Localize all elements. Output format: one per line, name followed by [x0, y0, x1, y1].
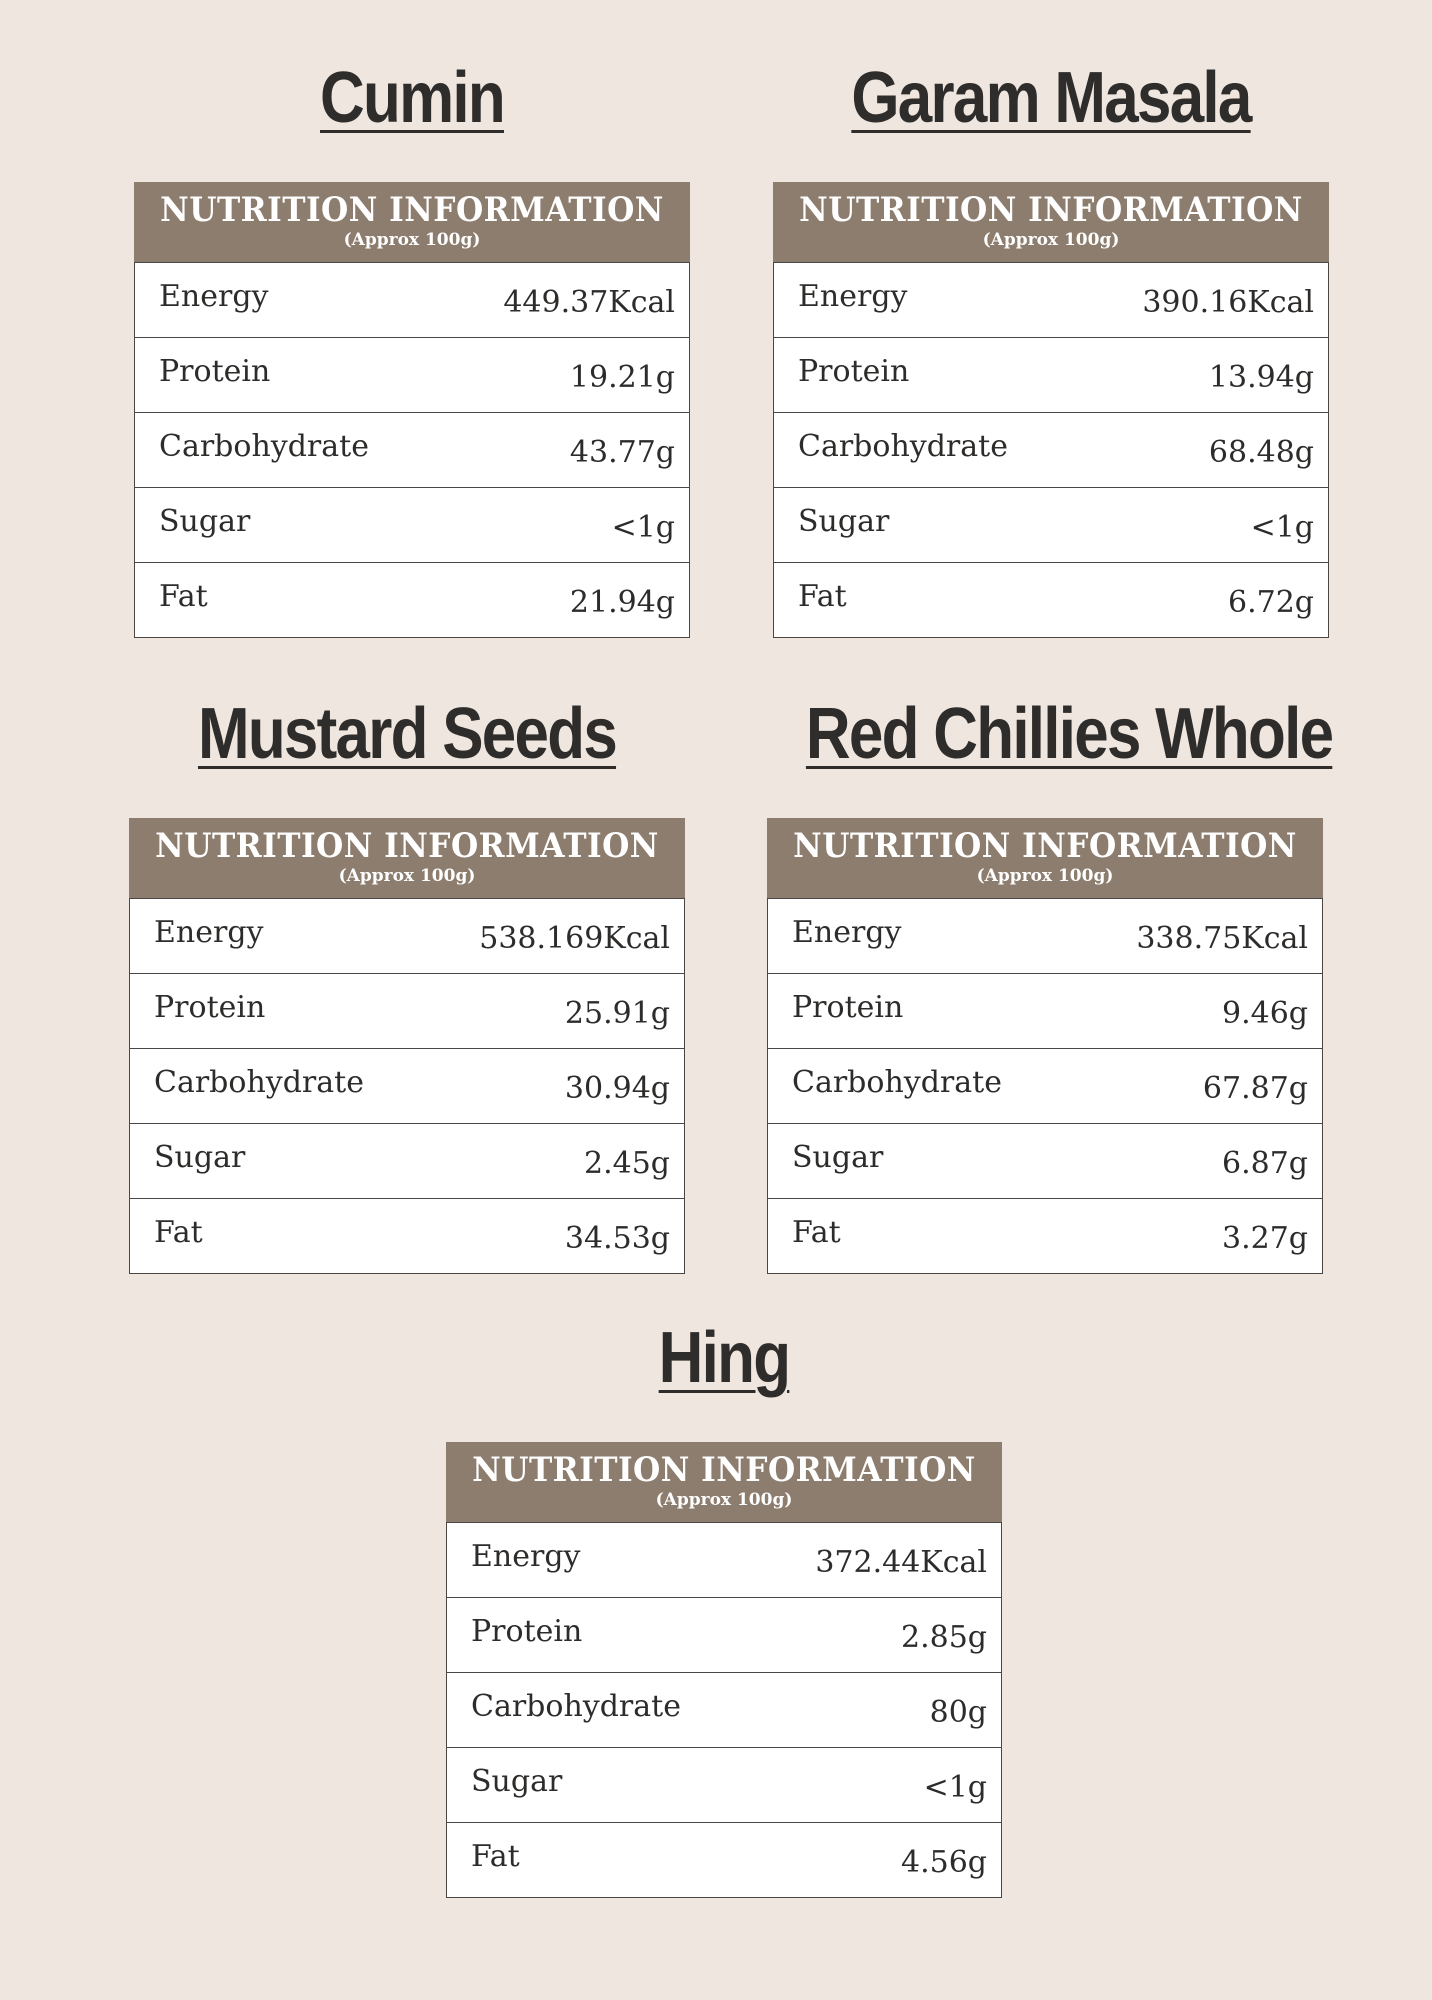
label-sugar: Sugar: [159, 504, 251, 539]
value-energy: 390.16Kcal: [1142, 285, 1314, 320]
row-fat: [135, 562, 689, 637]
value-fat: 4.56g: [900, 1845, 987, 1880]
panel-header: [446, 1442, 1002, 1522]
product-card-cumin: [134, 56, 690, 620]
row-energy: [135, 262, 689, 337]
row-sugar: [768, 1123, 1322, 1198]
value-carbohydrate: 30.94g: [564, 1071, 670, 1106]
product-title: Hing: [658, 1318, 790, 1398]
value-carbohydrate: 80g: [929, 1695, 987, 1730]
row-fat: [130, 1198, 684, 1273]
label-carbohydrate: Carbohydrate: [154, 1065, 364, 1100]
panel-title: NUTRITION INFORMATION: [472, 1450, 976, 1490]
row-protein: [447, 1597, 1001, 1672]
label-protein: Protein: [159, 354, 271, 389]
panel-header: [767, 818, 1323, 898]
label-sugar: Sugar: [154, 1140, 246, 1175]
row-energy: [768, 898, 1322, 973]
value-protein: 19.21g: [569, 360, 675, 395]
panel-subtitle: (Approx 100g): [343, 230, 481, 250]
label-carbohydrate: Carbohydrate: [798, 429, 1008, 464]
panel-subtitle: (Approx 100g): [655, 1490, 793, 1510]
product-title: Garam Masala: [851, 58, 1251, 138]
panel-header: [134, 182, 690, 262]
label-energy: Energy: [471, 1539, 581, 1574]
value-fat: 21.94g: [569, 585, 675, 620]
row-fat: [768, 1198, 1322, 1273]
value-protein: 9.46g: [1221, 996, 1308, 1031]
label-protein: Protein: [471, 1614, 583, 1649]
label-protein: Protein: [798, 354, 910, 389]
row-sugar: [774, 487, 1328, 562]
product-card-hing: [446, 1316, 1002, 1880]
label-fat: Fat: [471, 1839, 520, 1874]
row-protein: [768, 973, 1322, 1048]
nutrition-panel: [767, 818, 1323, 1274]
value-sugar: 6.87g: [1221, 1146, 1308, 1181]
row-protein: [774, 337, 1328, 412]
row-carbohydrate: [130, 1048, 684, 1123]
nutrition-panel: [773, 182, 1329, 638]
label-fat: Fat: [159, 579, 208, 614]
label-fat: Fat: [154, 1215, 203, 1250]
product-title: Mustard Seeds: [197, 694, 617, 774]
value-sugar: <1g: [923, 1770, 987, 1805]
product-card-red-chillies-whole: [767, 692, 1333, 1256]
product-card-garam-masala: [773, 56, 1329, 620]
row-carbohydrate: [774, 412, 1328, 487]
nutrition-table: [773, 262, 1329, 638]
value-carbohydrate: 43.77g: [569, 435, 675, 470]
nutrition-table: [767, 898, 1323, 1274]
value-energy: 372.44Kcal: [815, 1545, 987, 1580]
row-carbohydrate: [447, 1672, 1001, 1747]
value-energy: 338.75Kcal: [1136, 921, 1308, 956]
value-energy: 538.169Kcal: [479, 921, 670, 956]
value-energy: 449.37Kcal: [503, 285, 675, 320]
value-sugar: <1g: [611, 510, 675, 545]
nutrition-panel: [134, 182, 690, 638]
label-carbohydrate: Carbohydrate: [792, 1065, 1002, 1100]
value-sugar: <1g: [1250, 510, 1314, 545]
row-energy: [447, 1522, 1001, 1597]
row-carbohydrate: [135, 412, 689, 487]
nutrition-table: [446, 1522, 1002, 1898]
label-sugar: Sugar: [798, 504, 890, 539]
panel-title: NUTRITION INFORMATION: [160, 190, 664, 230]
label-protein: Protein: [792, 990, 904, 1025]
nutrition-panel: [446, 1442, 1002, 1898]
row-sugar: [447, 1747, 1001, 1822]
label-energy: Energy: [159, 279, 269, 314]
product-title: Cumin: [319, 58, 505, 138]
label-energy: Energy: [154, 915, 264, 950]
panel-subtitle: (Approx 100g): [976, 866, 1114, 886]
product-title: Red Chillies Whole: [805, 694, 1333, 774]
label-protein: Protein: [154, 990, 266, 1025]
row-fat: [447, 1822, 1001, 1897]
label-sugar: Sugar: [792, 1140, 884, 1175]
value-protein: 2.85g: [900, 1620, 987, 1655]
panel-title: NUTRITION INFORMATION: [799, 190, 1303, 230]
panel-subtitle: (Approx 100g): [982, 230, 1120, 250]
row-sugar: [130, 1123, 684, 1198]
label-fat: Fat: [792, 1215, 841, 1250]
value-carbohydrate: 67.87g: [1202, 1071, 1308, 1106]
value-fat: 34.53g: [564, 1221, 670, 1256]
row-fat: [774, 562, 1328, 637]
row-energy: [130, 898, 684, 973]
value-protein: 25.91g: [564, 996, 670, 1031]
nutrition-panel: [129, 818, 685, 1274]
row-sugar: [135, 487, 689, 562]
nutrition-table: [129, 898, 685, 1274]
value-protein: 13.94g: [1208, 360, 1314, 395]
panel-title: NUTRITION INFORMATION: [155, 826, 659, 866]
label-carbohydrate: Carbohydrate: [159, 429, 369, 464]
nutrition-table: [134, 262, 690, 638]
label-energy: Energy: [792, 915, 902, 950]
row-protein: [135, 337, 689, 412]
panel-title: NUTRITION INFORMATION: [793, 826, 1297, 866]
label-sugar: Sugar: [471, 1764, 563, 1799]
label-energy: Energy: [798, 279, 908, 314]
label-fat: Fat: [798, 579, 847, 614]
value-carbohydrate: 68.48g: [1208, 435, 1314, 470]
label-carbohydrate: Carbohydrate: [471, 1689, 681, 1724]
row-protein: [130, 973, 684, 1048]
row-energy: [774, 262, 1328, 337]
value-fat: 3.27g: [1221, 1221, 1308, 1256]
panel-header: [129, 818, 685, 898]
panel-subtitle: (Approx 100g): [338, 866, 476, 886]
product-card-mustard-seeds: [129, 692, 685, 1256]
value-fat: 6.72g: [1227, 585, 1314, 620]
row-carbohydrate: [768, 1048, 1322, 1123]
panel-header: [773, 182, 1329, 262]
value-sugar: 2.45g: [583, 1146, 670, 1181]
